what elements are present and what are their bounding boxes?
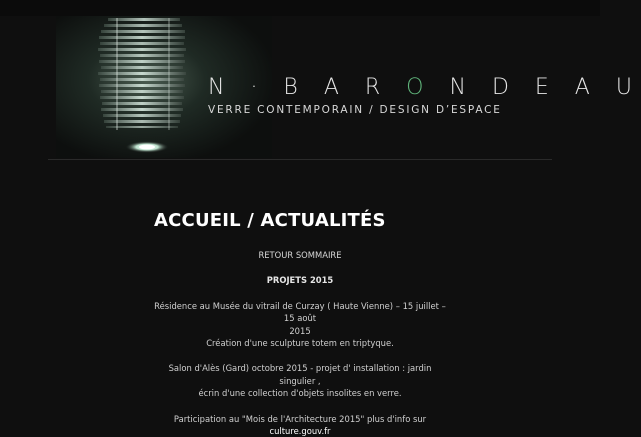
culture-gouv-link[interactable]: culture.gouv.fr: [269, 426, 331, 437]
news-item-residence: [150, 300, 450, 350]
brand-name-accent-letter: O: [406, 75, 433, 100]
news-item-residence-line-1: Résidence au Musée du vitrail de Curzay ( Haute Vienne) – 15 juillet – 15 août: [154, 300, 446, 324]
header-divider: [48, 159, 552, 160]
news-item-architecture-text: Participation au "Mois de l'Architecture 2015" plus d'info sur: [173, 413, 427, 424]
news-item-architecture: [150, 413, 450, 437]
news-item-salon-line-1: Salon d'Alès (Gard) octobre 2015 - projet d' installation : jardin singulier ,: [168, 363, 432, 386]
main-content: [150, 208, 450, 437]
news-item-residence-line-2: 2015: [289, 325, 311, 336]
post-body: [150, 249, 450, 437]
brand-tagline: VERRE CONTEMPORAIN / DESIGN D’ESPACE: [208, 104, 502, 116]
news-item-residence-line-3: Création d'une sculpture totem en triptyque.: [206, 338, 394, 349]
page-title: ACCUEIL / ACTUALITÉS: [154, 210, 386, 231]
brand-block: [208, 75, 641, 117]
brand-name-part-3: N D E A U: [433, 75, 641, 100]
site-header: [48, 16, 641, 158]
news-item-salon-line-2: écrin d'une collection d'objets insolites en verre.: [198, 388, 402, 399]
brand-name[interactable]: [208, 75, 641, 101]
back-to-summary-link[interactable]: RETOUR SOMMAIRE: [258, 250, 342, 260]
projects-heading: PROJETS 2015: [266, 275, 334, 286]
news-item-salon: [150, 362, 450, 399]
brand-name-part-1: N · B A R: [208, 75, 407, 100]
page-top-band: [0, 0, 600, 16]
